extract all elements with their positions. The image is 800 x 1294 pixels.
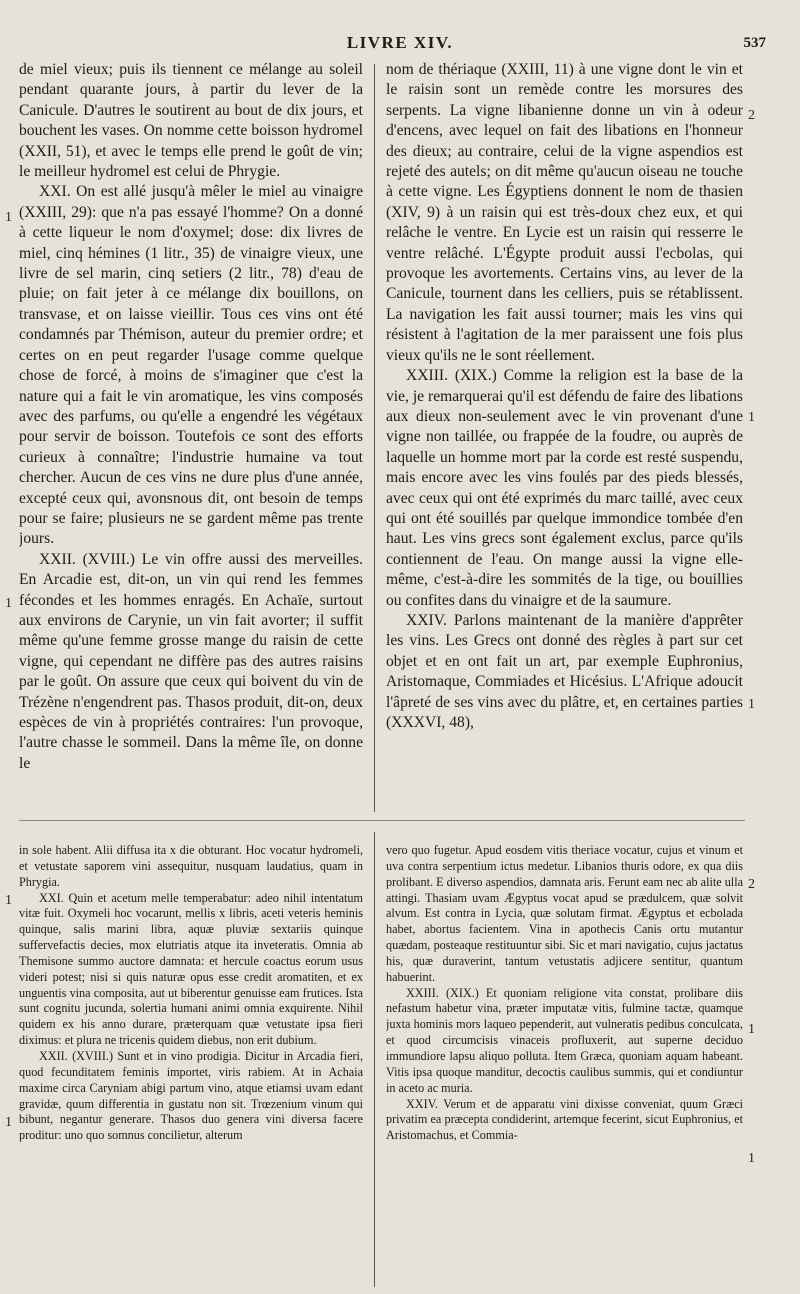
french-text-left-column (19, 60, 363, 774)
margin-number: 1 (5, 1115, 12, 1130)
margin-number: 1 (748, 410, 755, 425)
column-divider-top (374, 64, 375, 812)
paragraph: XXI. On est allé jusqu'à mêler le miel au vinaigre (XXIII, 29): que n'a pas essayé l'homme? On a donné à cette liqueur le nom d'oxymel; dose: dix livres de miel, cinq hémines (1 litr., 35) de vinaigre vieux, une livre de sel marin, cinq setiers (2 litr., 78) d'eau de pluie; on fait jeter à ce mélange dix bouillons, on transvase, et on laisse vieillir. Tous ces vins ont été condamnés par Thémison, auteur du premier ordre; et certes on en peut regarder l'usage comme quelque chose de forcé, à moins de s'imaginer que c'est la nature qui a fait le vin aromatique, les vins composés avec des parfums, ou qu'elle a engendré les végétaux pour servir de boisson. Toutefois ce sont des efforts curieux à connaître; l'industrie humaine va tout chercher. Aucun de ces vins ne dure plus d'une année, excepté ceux qui, avonsnous dit, ont besoin de temps pour se faire; plusieurs ne se gardent même pas trente jours. (19, 183, 363, 548)
paragraph: XXII. (XVIII.) Sunt et in vino prodigia. Dicitur in Arcadia fieri, quod fecunditatem feminis importet, viris rabiem. At in Achaia maxime circa Caryniam abigi partum vino, atque etiamsi uvam edant gravidæ, quum differentia in gustatu non sit. Trœzenium vinum qui bibunt, negantur generare. Thasos duo genera vini diversa facere proditur: uno quo somnus concilietur, alterum (19, 1048, 363, 1143)
paragraph: de miel vieux; puis ils tiennent ce mélange au soleil pendant quarante jours, à partir du lever de la Canicule. D'autres le soutirent au bout de dix jours, et bouchent les vases. On nomme cette boisson hydromel (XXII, 51), et avec le temps elle prend le goût de vin; le meilleur hydromel est celui de Phrygie. (19, 61, 363, 181)
paragraph: nom de thériaque (XXIII, 11) à une vigne dont le vin et le raisin sont un remède contre les morsures des serpents. La vigne libanienne donne un vin à odeur d'encens, avec lequel on fait des libations en l'honneur des dieux; au contraire, celui de la vigne aspendios est rejeté des autels; on dit même qu'aucun oiseau ne touche à cette vigne. Les Égyptiens donnent le nom de thasien (XIV, 9) à un raisin qui est très-doux chez eux, et qui relâche le ventre. En Lycie est un raisin qui resserre le ventre relâché. L'Égypte produit aussi l'ecbolas, qui provoque les avortements. Certains vins, au lever de la Canicule, tournent dans les celliers, puis se rétablissent. La navigation les fait aussi tourner; mais les vins qui résistent à l'agitation de la mer paraissent une fois plus vieux qu'ils ne le sont réellement. (386, 61, 743, 364)
paragraph: XXIV. Parlons maintenant de la manière d'apprêter les vins. Les Grecs ont donné des règles à part sur cet objet et en ont fait un art, par exemple Euphronius, Aristomaque, Commiades et Hicésius. L'Afrique adoucit l'âpreté de ses vins avec du plâtre, et, en certaines parties (XXXVI, 48), (386, 611, 743, 731)
french-text-right-column (386, 60, 743, 733)
margin-number: 1 (5, 210, 12, 225)
paragraph: XXIII. (XIX.) Et quoniam religione vita constat, prolibare diis nefastum habetur vina, præter imputatæ vitis, fulmine tactæ, quamque juxta hominis mors laqueo pependerit, aut vulneratis pedibus conculcata, et quod circumcisis vinaceis profluxerit, aut superne deciduo immundiore lapsu aliquo polluta. Item Græca, quoniam aquam habeant. Vitis ipsa quoque manditur, decoctis caulibus summis, qui et condiuntur in aceto ac muria. (386, 985, 743, 1095)
margin-number: 1 (5, 596, 12, 611)
chapter-title: LIVRE XIV. (346, 33, 454, 52)
paragraph: vero quo fugetur. Apud eosdem vitis theriace vocatur, cujus et vinum et uva contra serpentium ictus medetur. Libanios thuris odore, ex qua diis prolibant. E diverso aspendios, damnata aris. Ferunt eam nec ab alite ulla attingi. Thasiam uvam Ægyptus vocat apud se prædulcem, quæ solvit alvum. Est contra in Lycia, quæ solutam firmat. Ægyptus et ecbolada habet, abortus facientem. Vina in apothecis Canis ortu mutantur quædam, posteaque restituuntur sibi. Sic et mari navigatio, cujus jactatus his, quæ duraverint, tantum vetustatis adjicere sentitur, quantum habuerint. (386, 843, 743, 984)
paragraph: XXIII. (XIX.) Comme la religion est la base de la vie, je remarquerai qu'il est défendu de faire des libations aux dieux non-seulement avec le vin provenant d'une vigne non taillée, ou frappée de la foudre, ou auprès de laquelle un homme mort par la corde est resté suspendu, mais encore avec les vins foulés par des pieds blessés, avec ceux qui ont été exprimés du marc taillé, avec ceux qui ont été souillés par quelque immondice tombée d'en haut. Les vins grecs sont également exclus, parce qu'ils contiennent de l'eau. On mange aussi la vigne elle-même, c'est-à-dire les sommités de la tige, ou bouillies ou confites dans du vinaigre et de la saumure. (386, 367, 743, 609)
section-separator (19, 820, 745, 821)
margin-number: 1 (748, 697, 755, 712)
paragraph: XXIV. Verum et de apparatu vini dixisse conveniat, quum Græci privatim ea præcepta condiderint, artemque fecerint, sicut Euphronius, et Aristomachus, et Commia- (386, 1096, 743, 1143)
margin-number: 1 (748, 1022, 755, 1037)
column-divider-bottom (374, 832, 375, 1287)
latin-text-left-column (19, 843, 363, 1144)
paragraph: XXII. (XVIII.) Le vin offre aussi des merveilles. En Arcadie est, dit-on, un vin qui rend les femmes fécondes et les hommes enragés. En Achaïe, surtout aux environs de Carynie, un vin fait avorter; il suffit même qu'une femme grosse mange du raisin de cette vigne, qui cependant ne diffère pas des autres raisins par le goût. On assure que ceux qui boivent du vin de Trézène n'engendrent pas. Thasos produit, dit-on, deux espèces de vin à propriétés contraires: l'un provoque, l'autre chasse le sommeil. Dans la même île, on donne le (19, 550, 363, 772)
margin-number: 2 (748, 877, 755, 892)
page-number: 537 (743, 35, 766, 51)
paragraph: XXI. Quin et acetum melle temperabatur: adeo nihil intentatum vitæ fuit. Oxymeli hoc vocarunt, mellis x libris, aceti veteris heminis quinque, salis marini libra, aquæ pluviæ sextariis quinque suffervefactis decies, mox elutriatis atque ita inveteratis. Omnia ab Themisone summo auctore damnata: et hercule coactus eorum usus videri potest; nisi si quis naturæ opus esse credit aromatiten, et ex unguentis vina composita, aut ut biberentur genuisse eam frutices. Ista sunt cognitu jucunda, solertia humani animi omnia exquirente. Nihil quidem ex his anno durare, præterquam quæ vetustate ipsa fieri diximus: et plura ne tricenis quidem diebus, non erit dubium. (19, 890, 363, 1048)
latin-text-right-column (386, 843, 743, 1144)
paragraph: in sole habent. Alii diffusa ita x die obturant. Hoc vocatur hydromeli, et vetustate saporem vini assequitur, nusquam laudatius, quam in Phrygia. (19, 843, 363, 889)
margin-number: 1 (5, 893, 12, 908)
running-head (0, 33, 800, 53)
margin-number: 1 (748, 1151, 755, 1166)
margin-number: 2 (748, 108, 755, 123)
